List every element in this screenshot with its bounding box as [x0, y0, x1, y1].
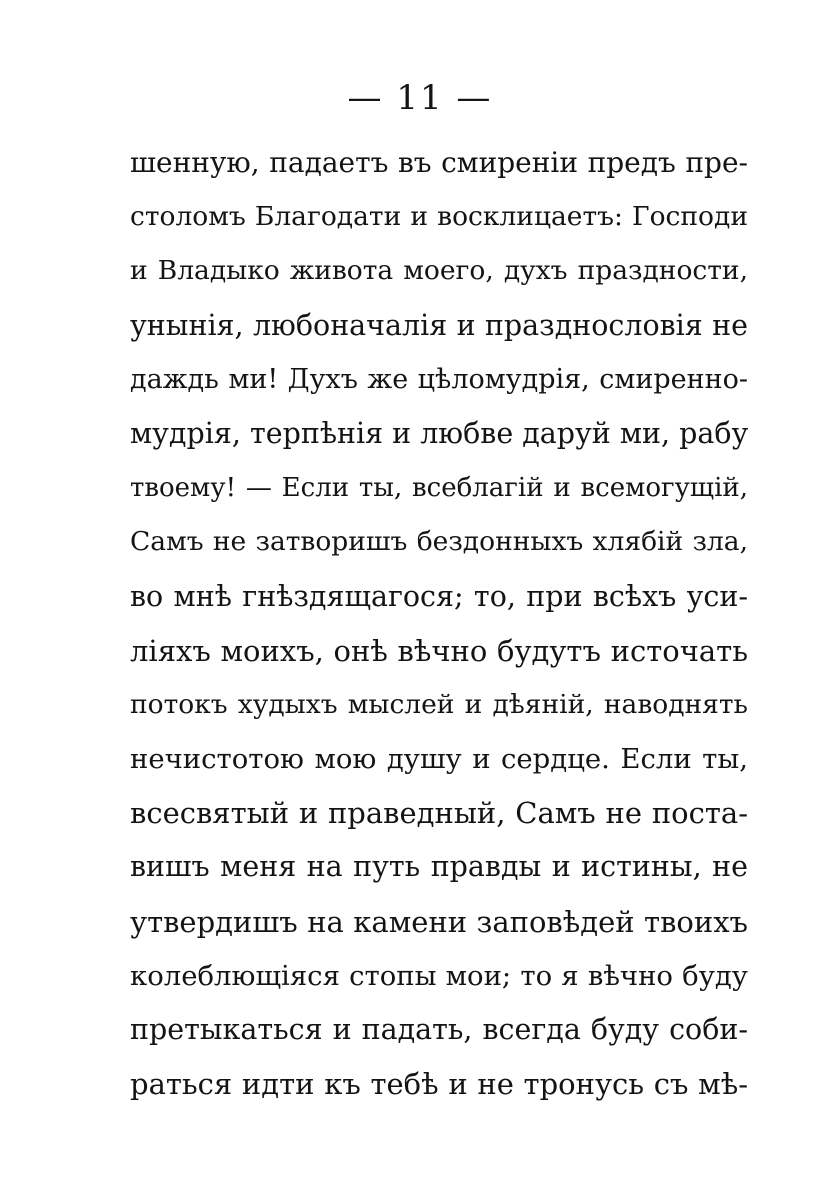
text-line: Самъ не затворишъ бездонныхъ хлябій зла, — [130, 526, 748, 558]
text-line: столомъ Благодати и восклицаетъ: Господи — [130, 201, 748, 233]
text-line: твоему! — Если ты, всеблагій и всемогущій, — [130, 473, 748, 504]
text-line: нечистотою мою душу и сердце. Если ты, — [130, 743, 748, 776]
text-line: шенную, падаетъ въ смиреніи предъ пре- — [130, 146, 748, 179]
text-line: утвердишъ на камени заповѣдей твоихъ — [130, 904, 748, 939]
text-line: во мнѣ гнѣздящагося; то, при всѣхъ уси- — [130, 579, 748, 613]
text-line: и Владыко живота моего, духъ праздности, — [130, 255, 748, 287]
page-number: — 11 — — [347, 78, 493, 118]
text-line: мудрія, терпѣнія и любве даруй ми, рабу — [130, 416, 748, 450]
text-line: унынія, любоначалія и празднословія не — [130, 308, 748, 342]
text-line: колеблющіяся стопы мои; то я вѣчно буду — [130, 959, 748, 992]
text-line: всесвятый и праведный, Самъ не поста- — [130, 796, 748, 831]
text-line: потокъ худыхъ мыслей и дѣяній, наводнять — [130, 688, 748, 720]
text-line: ліяхъ моихъ, онѣ вѣчно будутъ источать — [130, 633, 748, 668]
text-line: вишъ меня на путь правды и истины, не — [130, 850, 748, 884]
text-line: претыкаться и падать, всегда буду соби- — [130, 1013, 748, 1046]
body-text — [130, 136, 748, 1111]
text-line: раться идти къ тебѣ и не тронусь съ мѣ- — [130, 1067, 748, 1102]
text-line: даждь ми! Духъ же цѣломудрія, смиренно- — [130, 363, 748, 395]
